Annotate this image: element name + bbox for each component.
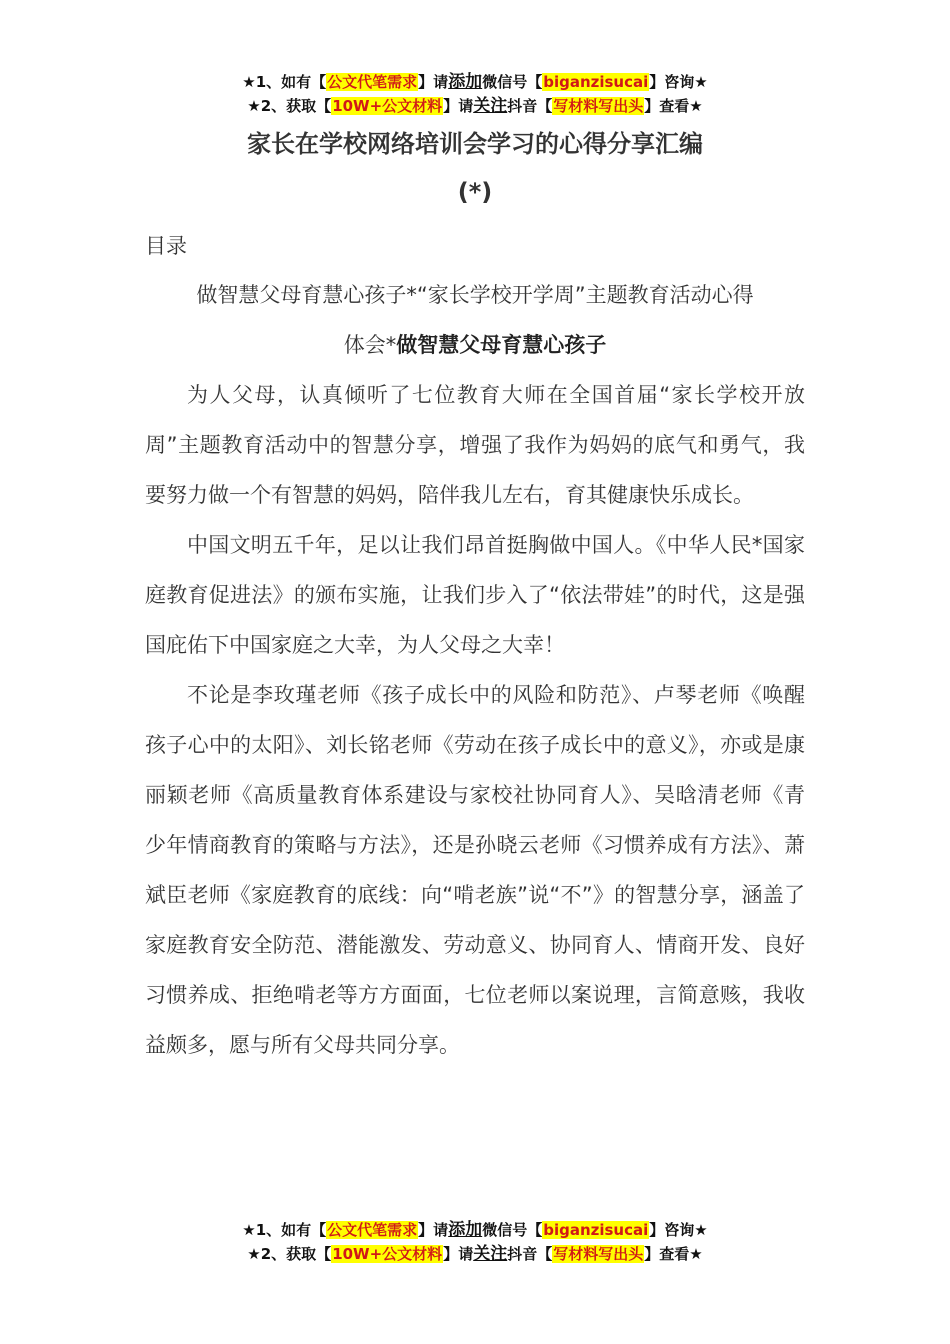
- section-heading: 做智慧父母育慧心孩子: [396, 333, 607, 357]
- footer-promo: [0, 1218, 950, 1266]
- toc-entry-line-1: 做智慧父母育慧心孩子*“家长学校开学周”主题教育活动心得: [196, 283, 754, 307]
- toc-entry-line-2: 体会*做智慧父母育慧心孩子: [343, 333, 607, 357]
- title-line-2: (*): [457, 178, 493, 206]
- douyin-id: 写材料写出头: [553, 97, 644, 115]
- promo-line-2: ★2、获取【10W+公文材料】请关注抖音【写材料写出头】查看★: [247, 96, 703, 116]
- promo-highlight: 公文代笔需求: [327, 73, 418, 91]
- wechat-id: biganzisucai: [543, 73, 649, 91]
- header-promo: [0, 70, 950, 118]
- wechat-id: biganzisucai: [543, 1221, 649, 1239]
- document-title: [0, 120, 950, 216]
- promo-highlight: 10W+公文材料: [332, 97, 443, 115]
- promo-line-2: ★2、获取【10W+公文材料】请关注抖音【写材料写出头】查看★: [247, 1244, 703, 1264]
- title-line-1: 家长在学校网络培训会学习的心得分享汇编: [247, 130, 703, 158]
- paragraph: 为人父母，认真倾听了七位教育大师在全国首届“家长学校开放周”主题教育活动中的智慧分享，增强了我作为妈妈的底气和勇气，我要努力做一个有智慧的妈妈，陪伴我儿左右，育其健康快乐成长。: [145, 383, 805, 507]
- toc-entry: [145, 270, 805, 370]
- body-text: [145, 370, 805, 1070]
- paragraph: 不论是李玫瑾老师《孩子成长中的风险和防范》、卢琴老师《唤醒孩子心中的太阳》、刘长铭老师《劳动在孩子成长中的意义》，亦或是康丽颖老师《高质量教育体系建设与家校社协同育人》、吴晗清老师《青少年情商教育的策略与方法》，还是孙晓云老师《习惯养成有方法》、萧斌臣老师《家庭教育的底线：向“啃老族”说“不”》的智慧分享，涵盖了家庭教育安全防范、潜能激发、劳动意义、协同育人、情商开发、良好习惯养成、拒绝啃老等方方面面，七位老师以案说理，言简意赅，我收益颇多，愿与所有父母共同分享。: [145, 683, 805, 1057]
- toc-label: 目录: [145, 234, 187, 258]
- promo-line-1: ★1、如有【公文代笔需求】请添加微信号【biganzisucai】咨询★: [242, 1220, 708, 1240]
- promo-highlight: 10W+公文材料: [332, 1245, 443, 1263]
- promo-highlight: 公文代笔需求: [327, 1221, 418, 1239]
- promo-line-1: ★1、如有【公文代笔需求】请添加微信号【biganzisucai】咨询★: [242, 72, 708, 92]
- douyin-id: 写材料写出头: [553, 1245, 644, 1263]
- paragraph: 中国文明五千年，足以让我们昂首挺胸做中国人。《中华人民*国家庭教育促进法》的颁布实施，让我们步入了“依法带娃”的时代，这是强国庇佑下中国家庭之大幸，为人父母之大幸！: [145, 533, 805, 657]
